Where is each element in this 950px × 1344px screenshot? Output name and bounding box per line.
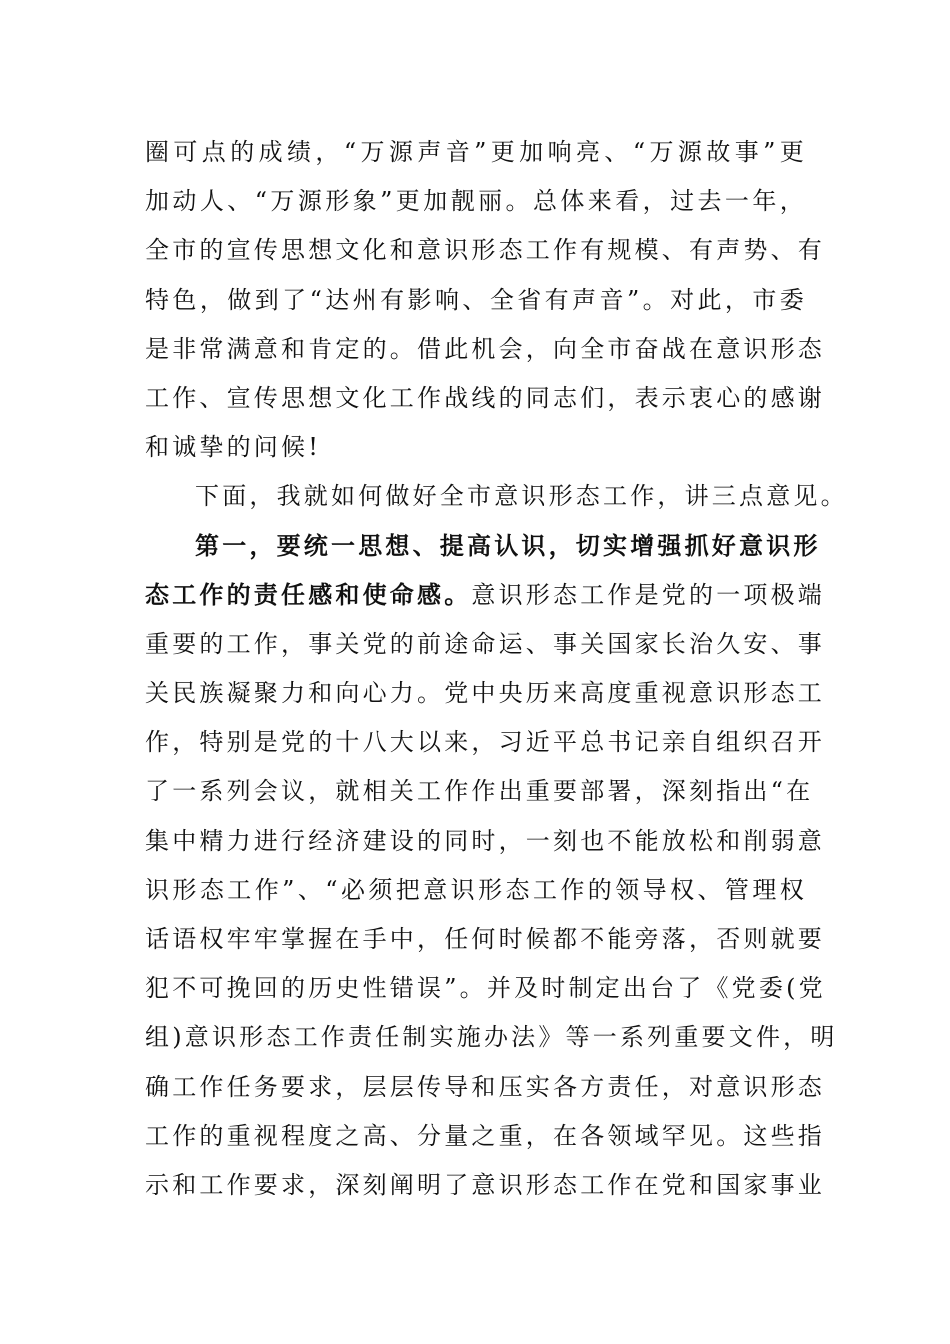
text-line-2: 加动人、“万源形象”更加靓丽。总体来看，过去一年， bbox=[145, 187, 807, 216]
text-line-13: 作，特别是党的十八大以来，习近平总书记亲自组织召开 bbox=[145, 728, 825, 757]
text-line-16: 识形态工作”、“必须把意识形态工作的领导权、管理权 bbox=[145, 875, 807, 904]
text-line-6: 工作、宣传思想文化工作战线的同志们，表示衷心的感谢 bbox=[145, 383, 825, 412]
heading-line-1: 第一，要统一思想、提高认识，切实增强抓好意识形 bbox=[195, 531, 821, 560]
text-line-17: 话语权牢牢掌握在手中，任何时候都不能旁落，否则就要 bbox=[145, 925, 825, 953]
text-line-3: 全市的宣传思想文化和意识形态工作有规模、有声势、有 bbox=[145, 236, 825, 265]
text-line-4: 特色，做到了“达州有影响、全省有声音”。对此，市委 bbox=[145, 285, 807, 314]
text-line-21: 工作的重视程度之高、分量之重，在各领域罕见。这些指 bbox=[145, 1121, 825, 1150]
mixed-line bbox=[145, 571, 826, 620]
text-line-7: 和诚挚的问候! bbox=[145, 433, 322, 462]
text-line-18: 犯不可挽回的历史性错误”。并及时制定出台了《党委(党 bbox=[145, 974, 826, 1003]
text-line-20: 确工作任务要求，层层传导和压实各方责任，对意识形态 bbox=[145, 1072, 825, 1101]
heading-line-2: 态工作的责任感和使命感。 bbox=[145, 580, 472, 609]
text-line-15: 集中精力进行经济建设的同时，一刻也不能放松和削弱意 bbox=[145, 826, 825, 855]
text-line-11: 重要的工作，事关党的前途命运、事关国家长治久安、事 bbox=[145, 629, 825, 658]
text-line-22: 示和工作要求，深刻阐明了意识形态工作在党和国家事业 bbox=[145, 1170, 825, 1199]
text-line-19: 组)意识形态工作责任制实施办法》等一系列重要文件，明 bbox=[145, 1023, 838, 1052]
text-line-14: 了一系列会议，就相关工作作出重要部署，深刻指出“在 bbox=[145, 777, 814, 806]
text-line-5: 是非常满意和肯定的。借此机会，向全市奋战在意识形态 bbox=[145, 334, 825, 363]
text-line-10: 意识形态工作是党的一项极端 bbox=[471, 580, 826, 609]
text-line-8: 下面，我就如何做好全市意识形态工作，讲三点意见。 bbox=[195, 482, 848, 511]
body-text bbox=[145, 128, 848, 1210]
text-line-12: 关民族凝聚力和向心力。党中央历来高度重视意识形态工 bbox=[145, 679, 825, 708]
text-line-1: 圈可点的成绩，“万源声音”更加响亮、“万源故事”更 bbox=[145, 138, 807, 166]
